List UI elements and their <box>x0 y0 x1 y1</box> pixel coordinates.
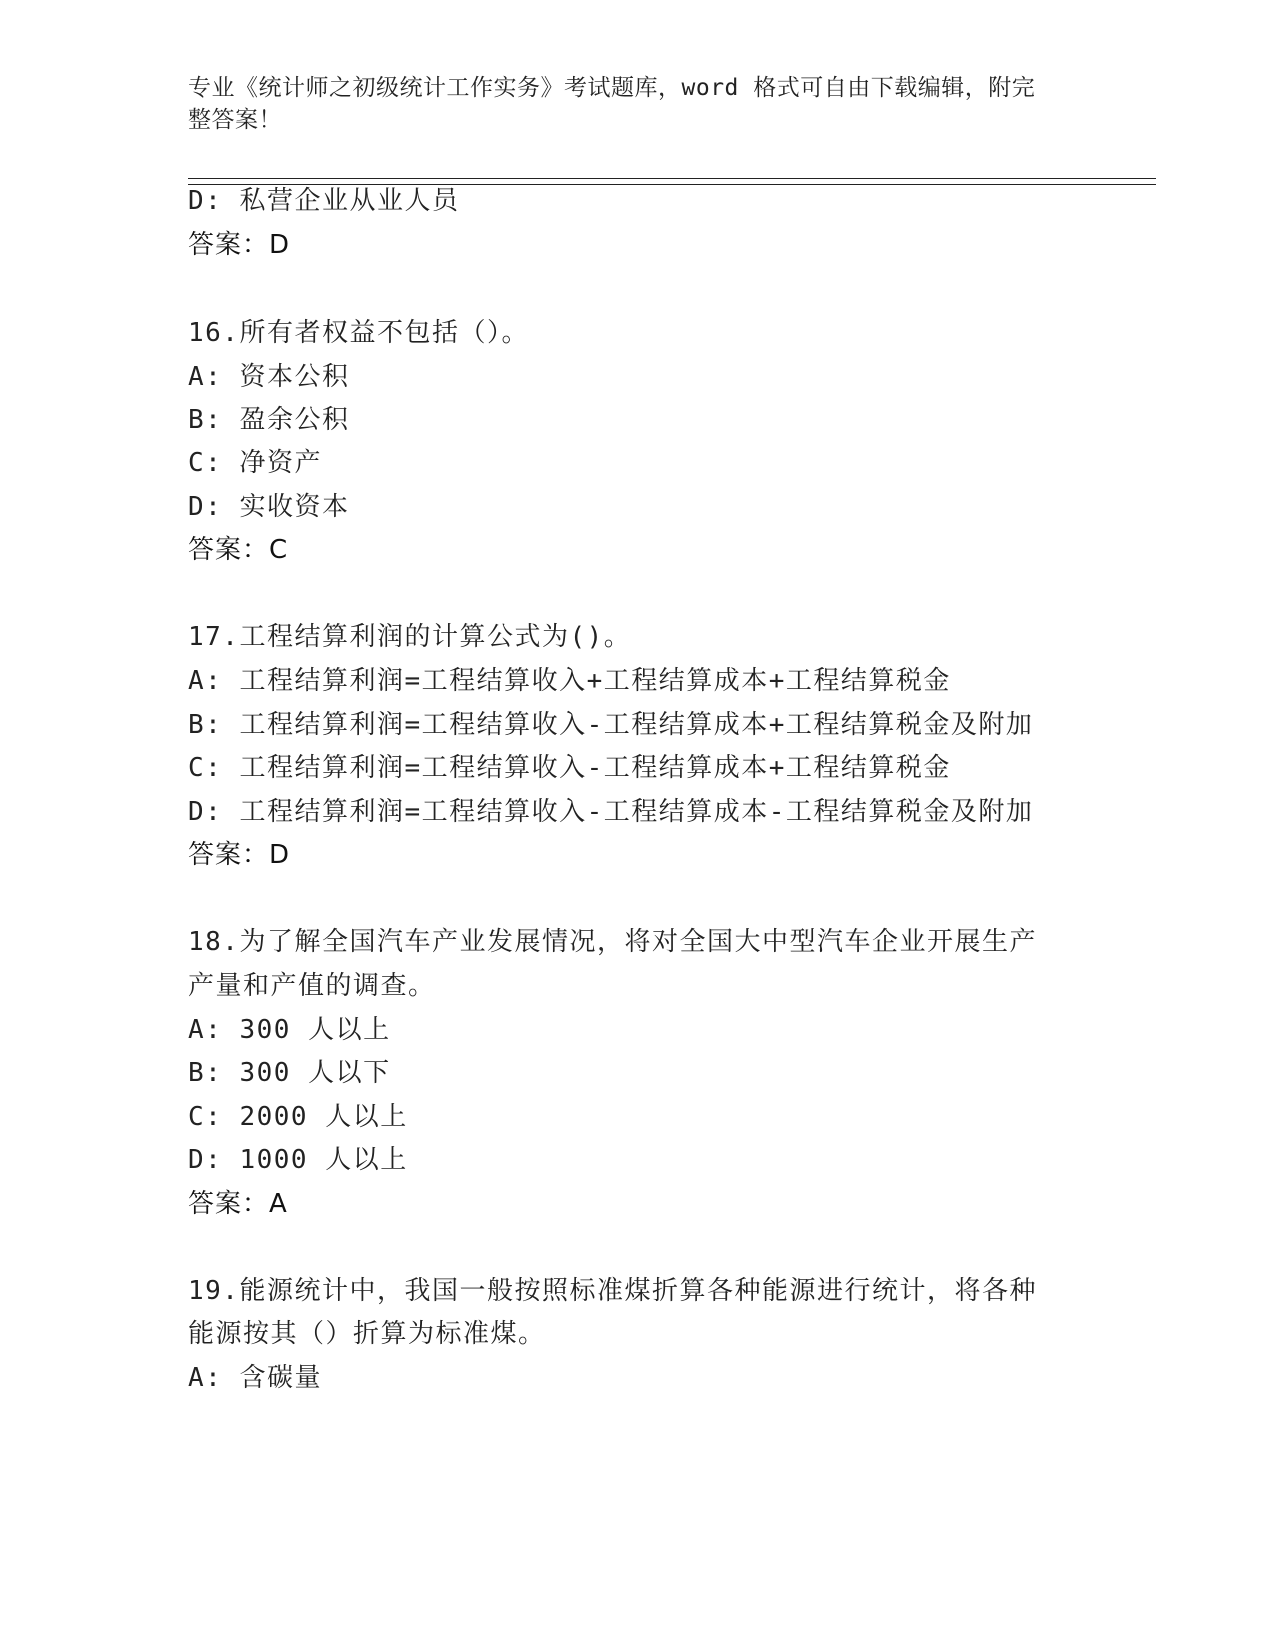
q17-option-d: D: 工程结算利润=工程结算收入-工程结算成本-工程结算税金及附加 <box>188 797 1034 827</box>
q17-option-a: A: 工程结算利润=工程结算收入+工程结算成本+工程结算税金 <box>188 666 951 696</box>
q16-option-c: C: 净资产 <box>188 448 322 478</box>
q16-answer: 答案：C <box>188 535 289 565</box>
header-line-2: 整答案！ <box>188 107 282 133</box>
q18-answer: 答案：A <box>188 1189 288 1219</box>
q16-stem: 16.所有者权益不包括（）。 <box>188 318 529 348</box>
page-header <box>188 72 1068 136</box>
header-line-1: 专业《统计师之初级统计工作实务》考试题库，word 格式可自由下载编辑，附完 <box>188 75 1036 101</box>
q19-option-a: A: 含碳量 <box>188 1363 322 1393</box>
q16-option-a: A: 资本公积 <box>188 362 350 392</box>
q18-option-a: A: 300 人以上 <box>188 1015 391 1045</box>
q16-option-d: D: 实收资本 <box>188 492 350 522</box>
q18-option-d: D: 1000 人以上 <box>188 1145 408 1175</box>
q18-stem-line-2: 产量和产值的调查。 <box>188 971 436 1001</box>
q17-option-c: C: 工程结算利润=工程结算收入-工程结算成本+工程结算税金 <box>188 753 951 783</box>
q19-stem-line-2: 能源按其（）折算为标准煤。 <box>188 1319 546 1349</box>
prev-answer: 答案：D <box>188 230 291 260</box>
q19-stem-line-1: 19.能源统计中，我国一般按照标准煤折算各种能源进行统计，将各种 <box>188 1276 1037 1306</box>
q17-answer: 答案：D <box>188 840 291 870</box>
q18-stem-line-1: 18.为了解全国汽车产业发展情况，将对全国大中型汽车企业开展生产 <box>188 927 1037 957</box>
q17-stem: 17.工程结算利润的计算公式为()。 <box>188 622 632 652</box>
q18-option-b: B: 300 人以下 <box>188 1058 391 1088</box>
q18-option-c: C: 2000 人以上 <box>188 1102 408 1132</box>
prev-option-d: D: 私营企业从业人员 <box>188 186 460 216</box>
q17-option-b: B: 工程结算利润=工程结算收入-工程结算成本+工程结算税金及附加 <box>188 710 1034 740</box>
q16-option-b: B: 盈余公积 <box>188 405 350 435</box>
